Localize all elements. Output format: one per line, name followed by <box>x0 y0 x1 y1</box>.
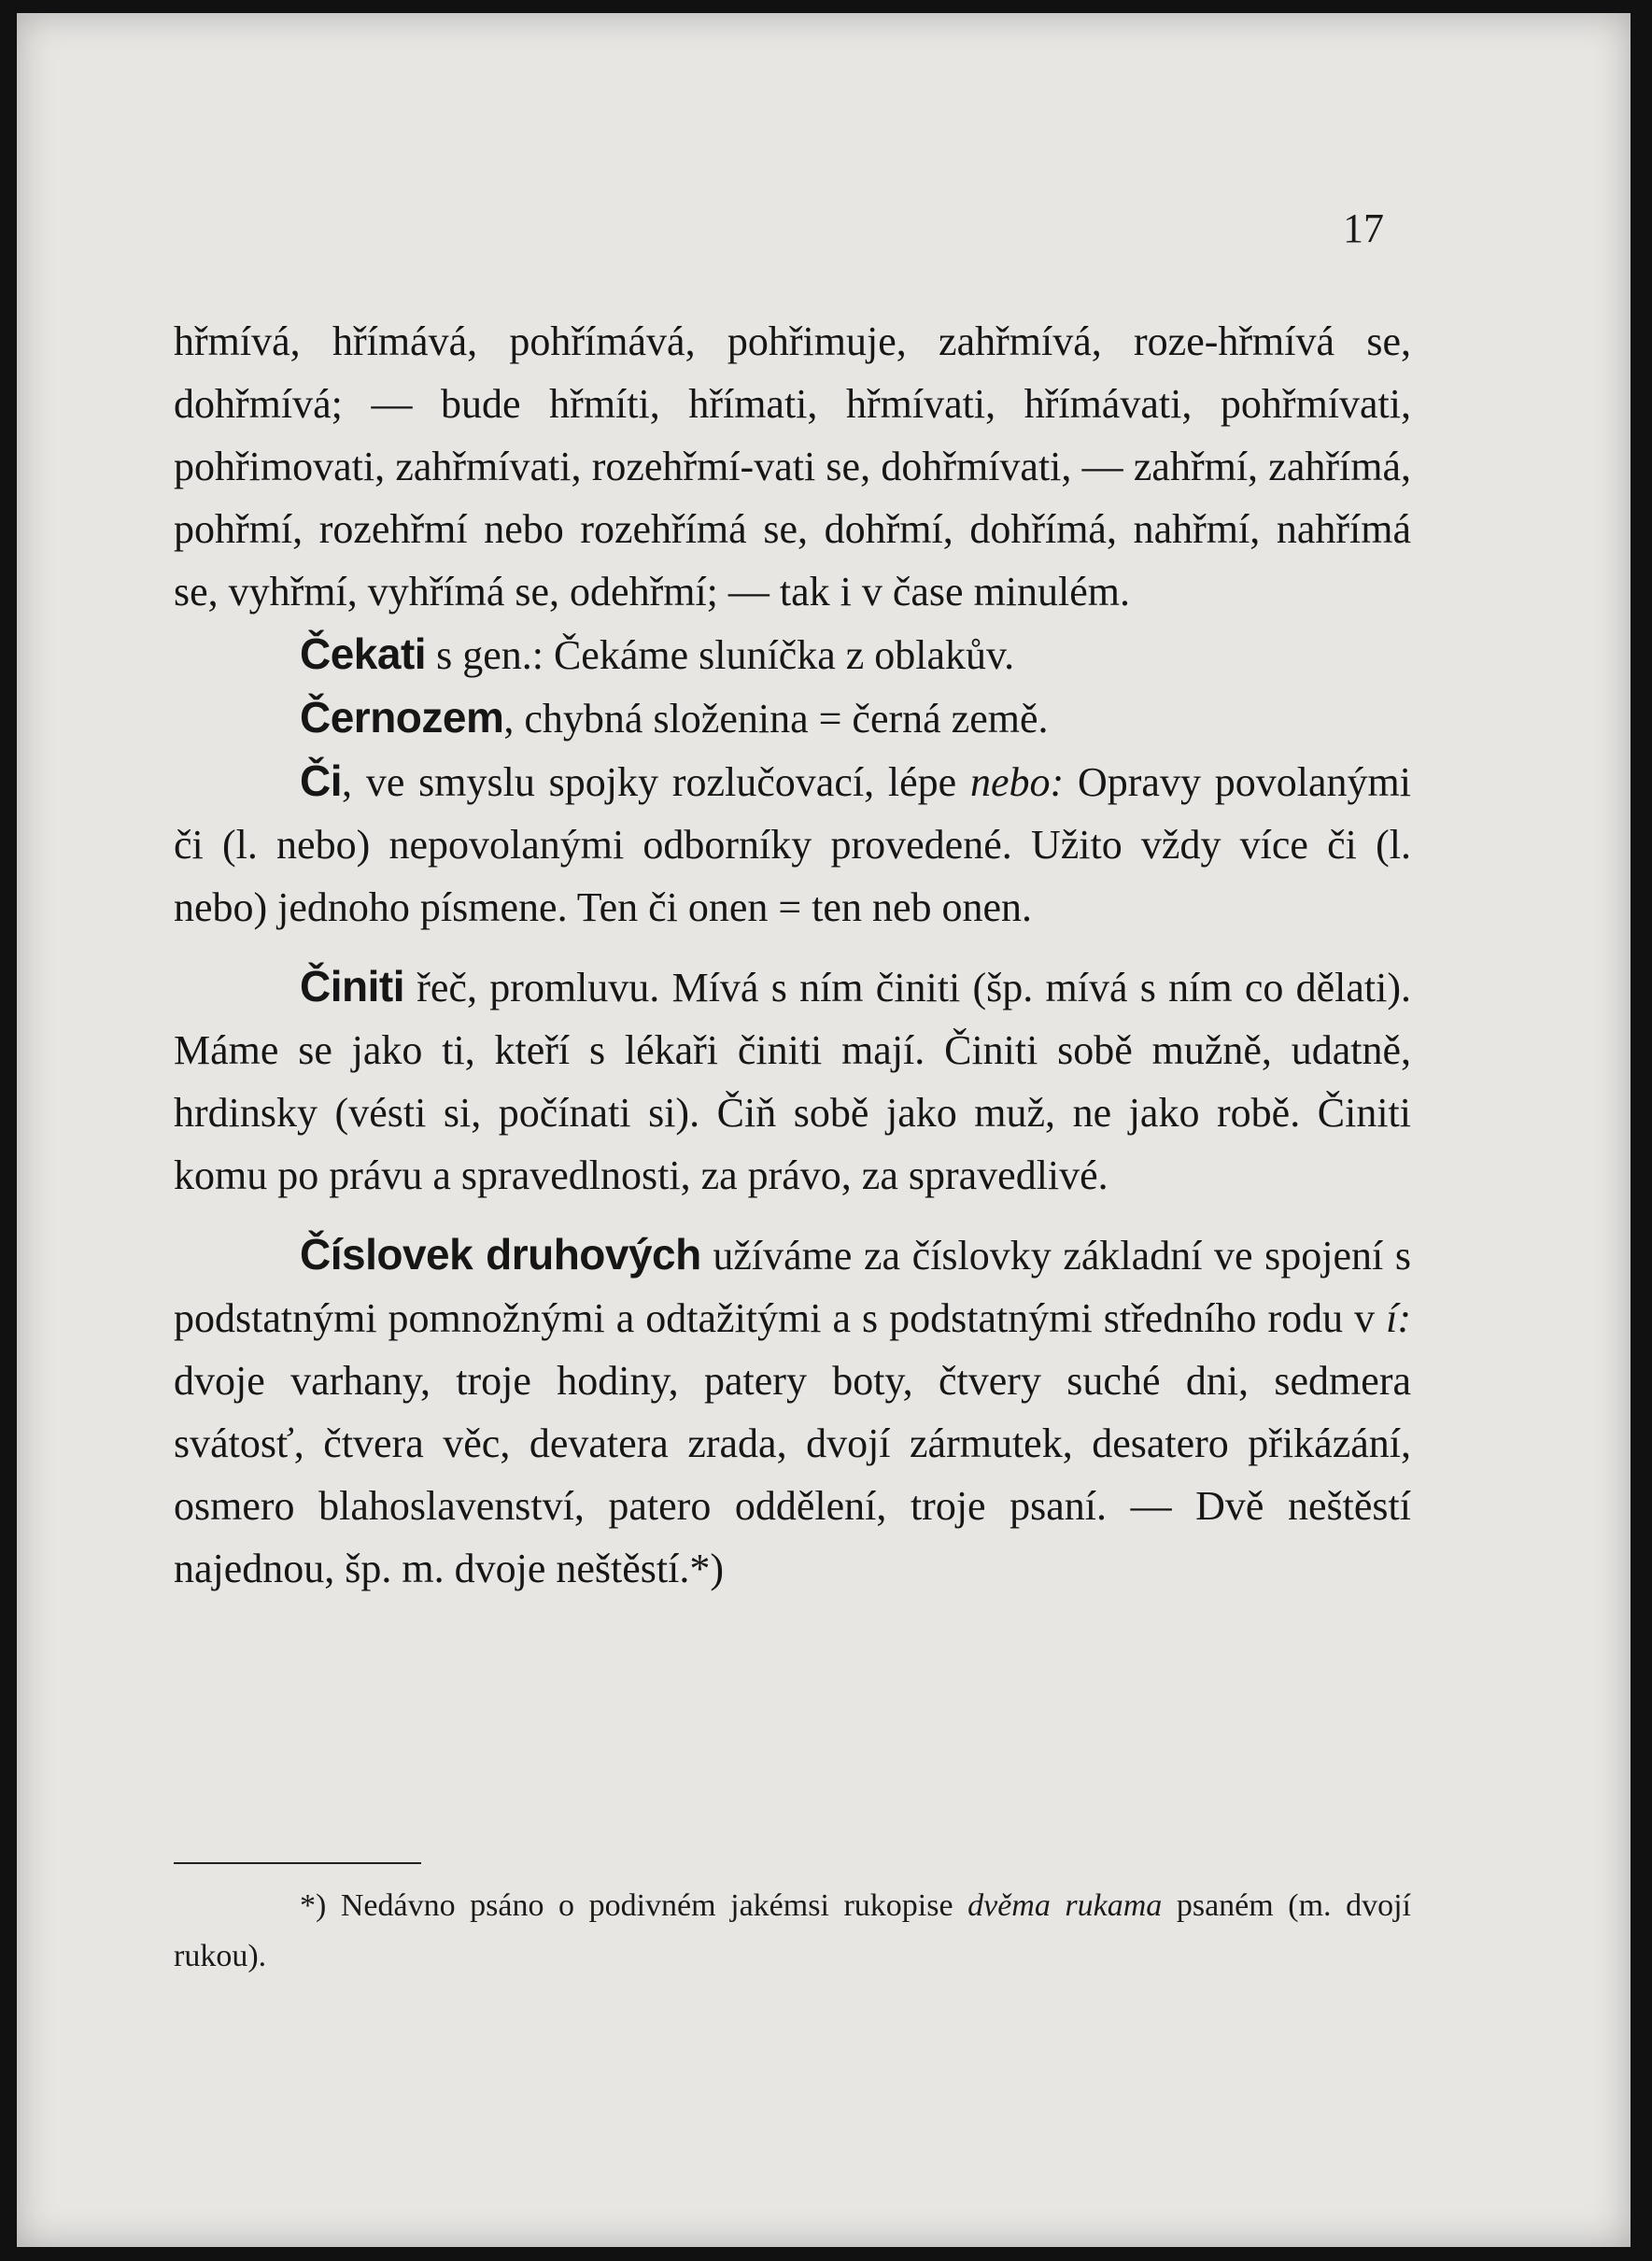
entry-text: , ve smyslu spojky rozlučovací, lépe <box>342 759 970 805</box>
book-page <box>17 13 1631 2247</box>
continuation-paragraph <box>174 310 1411 623</box>
entry-text: řeč, promluvu. Mívá s ním činiti (šp. mívá s ním co dělati). Máme se jako ti, kteří s lékaři činiti mají. Činiti sobě mužně, udatně, hrdinsky (vésti si, počínati si). Čiň sobě jako muž, ne jako robě. Činiti komu po právu a spravedlnosti, za právo, za spravedlivé. <box>174 965 1411 1198</box>
entry-text: dvoje varhany, troje hodiny, patery boty, čtvery suché dni, sedmera svátosť, čtvera věc, devatera zrada, dvojí zármutek, desatero přikázání, osmero blahoslavenství, patero oddělení, troje psaní. — Dvě neštěstí najednou, šp. m. dvoje neštěstí.*) <box>174 1358 1411 1591</box>
entry-cernozem <box>174 686 1411 750</box>
footnote-text: psaném (m. dvojí rukou). <box>174 1888 1411 1973</box>
entry-text: s gen.: Čekáme sluníčka z oblakův. <box>426 632 1015 678</box>
entry-text: Opravy povolanými či (l. nebo) nepovolanými odborníky provedené. Užito vždy více či (l. nebo) jednoho písmene. Ten či onen = ten neb onen. <box>174 759 1411 930</box>
footnote-text: *) Nedávno psáno o podivném jakémsi rukopise <box>300 1888 968 1923</box>
body-text <box>174 310 1411 1600</box>
headword: Čekati <box>300 629 427 678</box>
entry-ciniti <box>174 955 1411 1207</box>
footnote <box>174 1881 1411 1982</box>
entry-italic: í: <box>1386 1295 1411 1341</box>
text-line: hřmívá, hřímává, pohřímává, pohřimuje, zahřmívá, roze- <box>174 318 1219 364</box>
text-line: nebo rozehřímá se, dohřmí, dohřímá, nahřmí, nahřímá se, <box>174 506 1412 615</box>
footnote-italic: dvěma rukama <box>967 1888 1163 1923</box>
page-number: 17 <box>1343 205 1384 251</box>
entry-text: užíváme za číslovky základní ve spojení s podstatnými pomnožnými a odtažitými a s podstatnými středního rodu v <box>174 1233 1411 1341</box>
headword: Či <box>300 756 342 805</box>
entry-text: , chybná složenina = černá země. <box>503 696 1049 742</box>
headword: Číslovek druhových <box>300 1230 701 1279</box>
headword: Činiti <box>300 962 404 1010</box>
text-line: hřímávati, pohřmívati, pohřimovati, zahřmívati, rozehřmí- <box>174 381 1411 489</box>
footnote-divider <box>174 1862 421 1864</box>
text-line: vati se, dohřmívati, — zahřmí, zahřímá, pohřmí, rozehřmí <box>174 444 1411 552</box>
text-line: hřmívá se, dohřmívá; — bude hřmíti, hřímati, hřmívati, <box>174 318 1411 427</box>
entry-cekati <box>174 623 1411 686</box>
entry-italic: nebo: <box>970 759 1065 805</box>
text-line: vyhřmí, vyhřímá se, odehřmí; — tak i v čase minulém. <box>228 569 1131 615</box>
entry-ci <box>174 750 1411 939</box>
headword: Černozem <box>300 693 504 742</box>
entry-cislovek-druhovych <box>174 1223 1411 1600</box>
